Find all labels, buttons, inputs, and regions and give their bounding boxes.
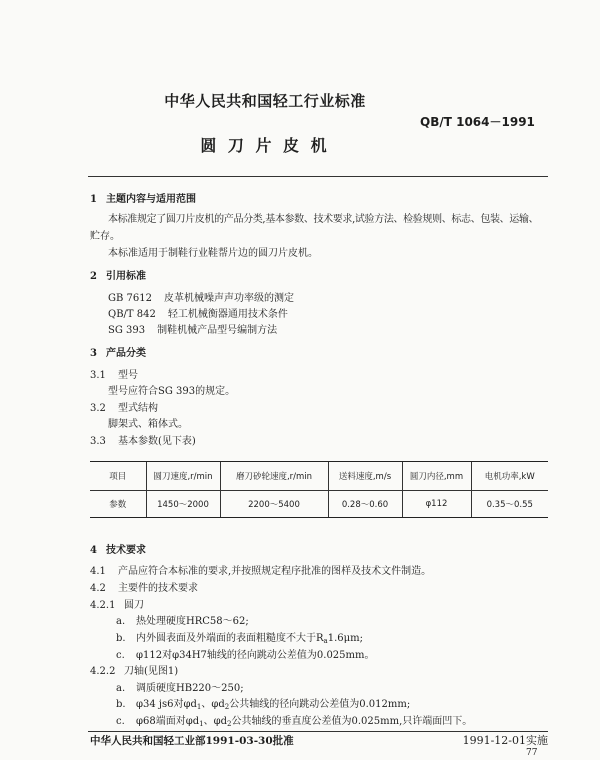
reference-title: 皮革机械噪声声功率级的测定 (163, 293, 294, 304)
section-4-heading (90, 545, 146, 557)
clause-4-2-2-heading (90, 666, 178, 678)
clause-3-2-heading (90, 403, 158, 415)
item-text: φ112对φ34H7轴线的径向跳动公差值为0.025mm。 (136, 650, 375, 661)
cell-blade-inner-diameter: φ112 (402, 491, 471, 518)
reference-code: GB 7612 (108, 293, 152, 304)
item-text: φ34 js6对φd (136, 699, 197, 710)
item-text: 内外圆表面及外端面的表面粗糙度不大于R (136, 633, 324, 644)
list-item (116, 616, 249, 628)
item-label: c. (116, 650, 125, 661)
page-number: 77 (526, 748, 538, 758)
section-number: 4 (90, 545, 97, 556)
subscript: 1 (196, 703, 202, 711)
subscript: 2 (224, 703, 230, 711)
clause-title: 圆刀 (124, 600, 144, 611)
reference-title: 轻工机械衡器通用技术条件 (167, 309, 288, 320)
reference-item (108, 293, 294, 305)
section-number: 2 (90, 271, 97, 282)
scope-paragraph-line-1: 本标准规定了圆刀片皮机的产品分类,基本参数、技术要求,试验方法、检验规则、标志、包装、运输、 (108, 214, 539, 225)
item-text: 、φd (201, 699, 225, 710)
subscript: 2 (227, 720, 232, 728)
subscript: 1 (199, 720, 204, 728)
scope-paragraph-line-2: 贮存。 (90, 231, 120, 242)
clause-number: 3.2 (90, 403, 106, 414)
clause-4-2 (90, 583, 198, 595)
reference-code: SG 393 (108, 325, 146, 336)
section-title: 技术要求 (106, 545, 146, 556)
header-feed-speed: 送料速度,m/s (328, 462, 402, 491)
clause-3-1-heading (90, 370, 138, 382)
item-text: 公共轴线的垂直度公差值为0.025mm,只许端面凹下。 (231, 716, 473, 727)
reference-code: QB/T 842 (108, 309, 156, 320)
cell-blade-speed: 1450～2000 (146, 491, 220, 518)
section-3-heading (90, 348, 146, 360)
header-item: 项目 (90, 462, 146, 491)
document-title: 圆 刀 片 皮 机 (200, 136, 330, 155)
reference-item (108, 325, 277, 337)
list-item (116, 650, 375, 662)
item-label: a. (116, 616, 126, 627)
list-item (116, 699, 410, 711)
reference-title: 制鞋机械产品型号编制方法 (157, 325, 278, 336)
item-label: a. (116, 683, 126, 694)
header-motor-power: 电机功率,kW (471, 462, 548, 491)
clause-3-2-text: 脚架式、箱体式。 (108, 419, 188, 430)
header-blade-inner-diameter: 圆刀内径,mm (402, 462, 471, 491)
item-text: 调质硬度HB220～250; (136, 683, 244, 694)
cell-grinding-wheel-speed: 2200～5400 (220, 491, 328, 518)
section-number: 1 (90, 194, 97, 205)
clause-title: 基本参数(见下表) (118, 436, 196, 447)
clause-4-1 (90, 566, 431, 578)
item-text: 、φd (203, 716, 228, 727)
standard-code: QB/T 1064－1991 (420, 115, 535, 129)
clause-3-1-text: 型号应符合SG 393的规定。 (108, 386, 236, 397)
item-text: 1.6μm; (327, 633, 363, 644)
effective-date: 1991-12-01实施 (462, 734, 548, 747)
table-header-row (90, 462, 548, 491)
section-title: 产品分类 (106, 348, 146, 359)
item-text: 热处理硬度HRC58～62; (136, 616, 249, 627)
table-row (90, 491, 548, 518)
clause-number: 4.1 (90, 566, 106, 577)
footer-divider (88, 731, 548, 732)
item-label: b. (116, 633, 126, 644)
list-item (116, 683, 244, 695)
approval-line: 中华人民共和国轻工业部1991-03-30批准 (90, 735, 294, 747)
clause-4-2-1-heading (90, 600, 144, 612)
header-divider (88, 176, 548, 177)
issuing-authority: 中华人民共和国轻工行业标准 (164, 92, 366, 110)
clause-number: 4.2.2 (90, 666, 116, 677)
item-label: c. (116, 716, 125, 727)
clause-text: 主要件的技术要求 (118, 583, 198, 594)
clause-text: 产品应符合本标准的要求,并按照规定程序批准的图样及技术文件制造。 (118, 566, 432, 577)
reference-item (108, 309, 288, 321)
clause-title: 刀轴(见图1) (124, 666, 179, 677)
list-item (116, 633, 363, 645)
clause-number: 4.2 (90, 583, 106, 594)
section-number: 3 (90, 348, 97, 359)
clause-number: 3.3 (90, 436, 106, 447)
item-label: b. (116, 699, 126, 710)
clause-title: 型号 (118, 370, 138, 381)
applicability-paragraph: 本标准适用于制鞋行业鞋帮片边的圆刀片皮机。 (108, 248, 318, 259)
clause-title: 型式结构 (118, 403, 158, 414)
header-grinding-wheel-speed: 磨刀砂轮速度,r/min (220, 462, 328, 491)
item-text: φ68端面对φd (136, 716, 200, 727)
clause-number: 3.1 (90, 370, 106, 381)
item-text: 公共轴线的径向跳动公差值为0.012mm; (229, 699, 411, 710)
cell-motor-power: 0.35～0.55 (471, 491, 548, 518)
section-title: 引用标准 (106, 271, 146, 282)
section-1-heading (90, 194, 196, 206)
clause-number: 4.2.1 (90, 600, 116, 611)
section-title: 主题内容与适用范围 (106, 194, 196, 205)
cell-label: 参数 (90, 491, 146, 518)
list-item (116, 716, 472, 728)
header-blade-speed: 圆刀速度,r/min (146, 462, 220, 491)
section-2-heading (90, 271, 146, 283)
basic-parameters-table (90, 461, 548, 518)
clause-3-3-heading (90, 436, 196, 448)
subscript: a (323, 637, 328, 645)
cell-feed-speed: 0.28～0.60 (328, 491, 402, 518)
